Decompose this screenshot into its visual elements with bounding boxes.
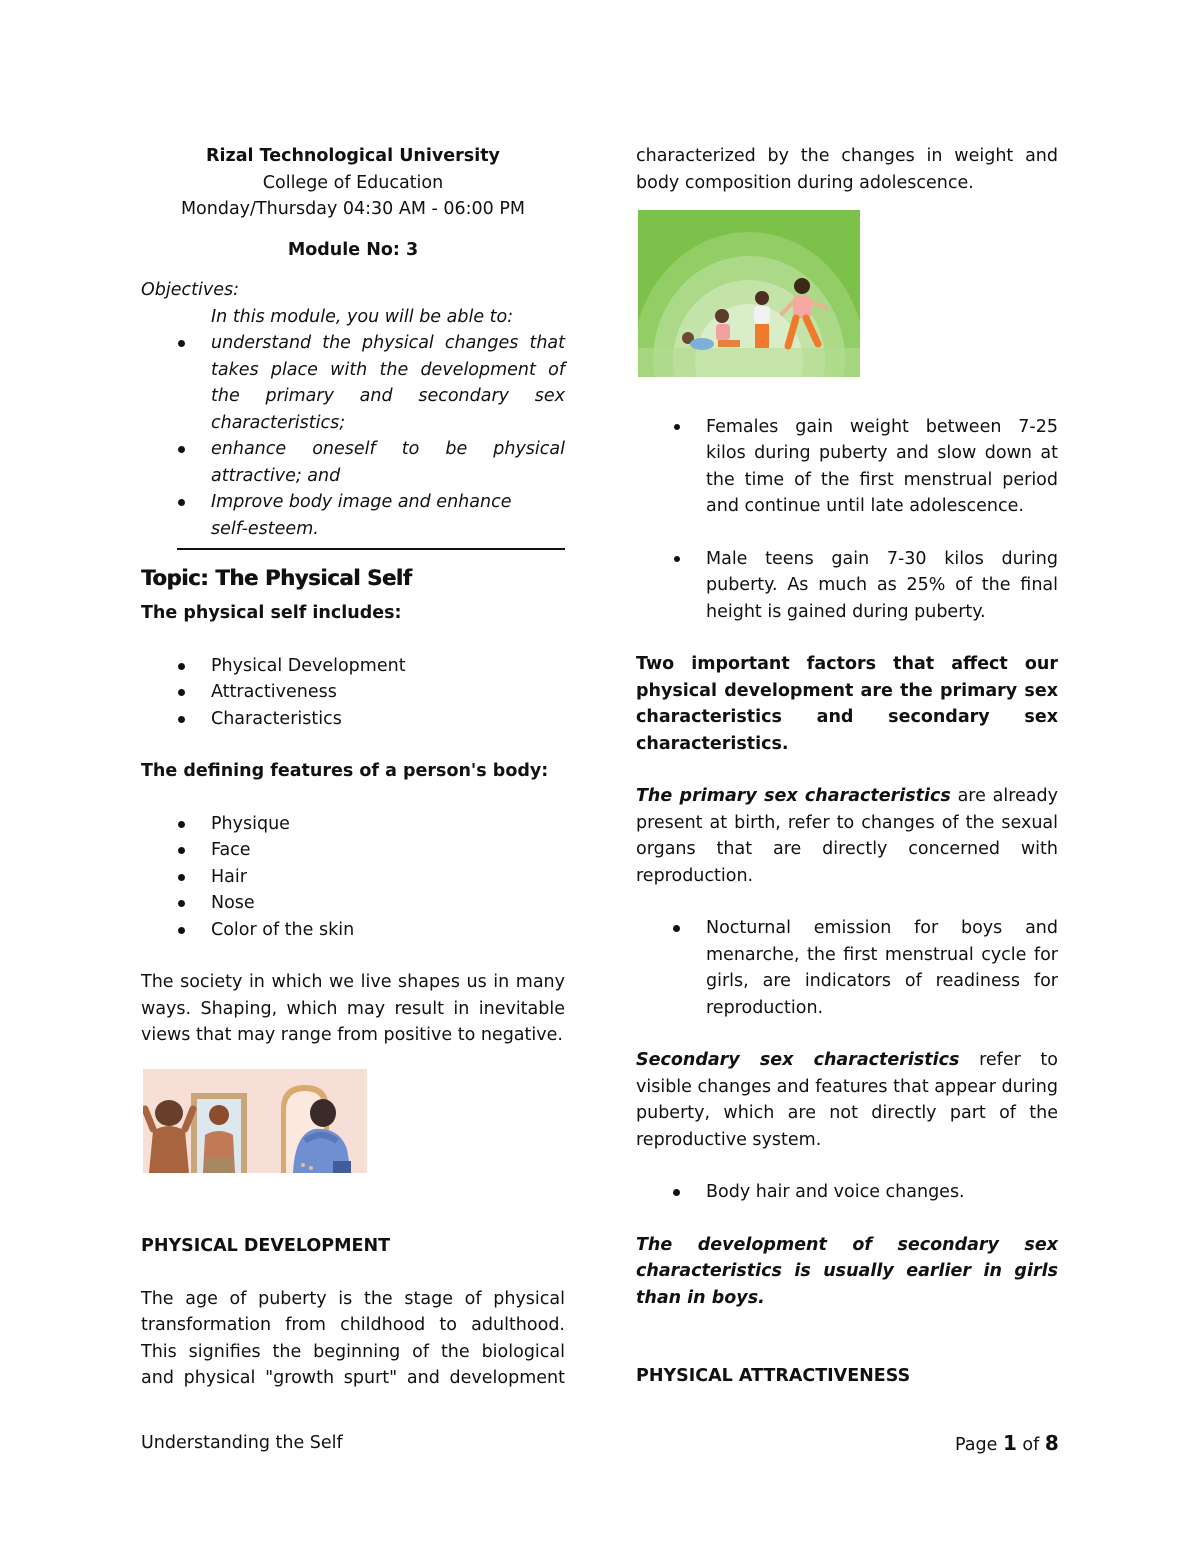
bullet-icon	[178, 340, 185, 347]
bullet-icon	[178, 874, 185, 881]
mirror-reflection-illustration	[143, 1069, 367, 1173]
development-note: The development of secondary sex characteristics is usually earlier in girls than in boys.	[636, 1234, 1058, 1308]
bullet-icon	[178, 716, 185, 723]
primary-term: The primary sex characteristics	[636, 786, 951, 806]
page-indicator: Page 1 of 8	[955, 1431, 1059, 1455]
puberty-paragraph-continued: characterized by the changes in weight and body composition during adolescence.	[636, 146, 1058, 193]
right-column	[636, 143, 1058, 1390]
objective-item: understand the physical changes that takes place with the development of the primary and secondary sex characteristics;	[141, 330, 565, 436]
includes-list	[141, 653, 565, 733]
list-item: Color of the skin	[141, 917, 565, 944]
list-item: Body hair and voice changes.	[636, 1179, 1058, 1206]
bullet-icon	[178, 927, 185, 934]
primary-list	[636, 915, 1058, 1021]
includes-heading: The physical self includes:	[141, 603, 402, 623]
list-item: Attractiveness	[141, 679, 565, 706]
list-item: Characteristics	[141, 706, 565, 733]
bullet-icon	[178, 689, 185, 696]
features-list	[141, 811, 565, 944]
secondary-list	[636, 1179, 1058, 1206]
list-item: Nose	[141, 890, 565, 917]
page-number: 1	[1002, 1431, 1017, 1455]
college-name: College of Education	[262, 172, 444, 193]
topic-title: Topic: The Physical Self	[141, 566, 412, 590]
bullet-icon	[178, 446, 185, 453]
growth-stages-illustration	[638, 210, 860, 377]
bullet-icon	[673, 925, 680, 932]
secondary-term: Secondary sex characteristics	[636, 1050, 960, 1070]
primary-sex-paragraph: The primary sex characteristics are already present at birth, refer to changes of the sexual organs that are directly concerned with reproduction.	[636, 786, 1058, 886]
bullet-icon	[178, 900, 185, 907]
module-number: Module No: 3	[287, 239, 419, 260]
weight-gain-list	[636, 414, 1058, 520]
list-item: Physique	[141, 811, 565, 838]
list-item: Physical Development	[141, 653, 565, 680]
physical-development-heading: PHYSICAL DEVELOPMENT	[141, 1236, 391, 1256]
objectives-intro: In this module, you will be able to:	[211, 306, 514, 327]
objectives-heading: Objectives:	[141, 280, 239, 300]
society-paragraph: The society in which we live shapes us in many ways. Shaping, which may result in inevitable views that may range from positive to negative.	[141, 972, 565, 1045]
footer-title: Understanding the Self	[141, 1433, 343, 1453]
list-item: Male teens gain 7-30 kilos during puberty. As much as 25% of the final height is gained during puberty.	[636, 546, 1058, 626]
objectives-list	[141, 330, 565, 542]
weight-gain-list-male	[636, 546, 1058, 626]
secondary-sex-paragraph: Secondary sex characteristics refer to visible changes and features that appear during puberty, which are not directly part of the reproductive system.	[636, 1050, 1058, 1150]
list-item: Nocturnal emission for boys and menarche, the first menstrual cycle for girls, are indicators of readiness for reproduction.	[636, 915, 1058, 1021]
objective-item: Improve body image and enhance self-esteem.	[141, 489, 565, 542]
bullet-icon	[673, 1189, 680, 1196]
bullet-icon	[674, 556, 680, 562]
university-name: Rizal Technological University	[206, 146, 500, 166]
bullet-icon	[178, 847, 185, 854]
bullet-icon	[674, 424, 680, 430]
physical-attractiveness-heading: PHYSICAL ATTRACTIVENESS	[636, 1366, 911, 1386]
list-item: Females gain weight between 7-25 kilos during puberty and slow down at the time of the first menstrual period and continue until late adolescence.	[636, 414, 1058, 520]
bullet-icon	[178, 499, 185, 506]
bullet-icon	[178, 663, 185, 670]
puberty-paragraph: The age of puberty is the stage of physical transformation from childhood to adulthood. This signifies the beginning of the biological and physical "growth spurt" and development	[141, 1288, 565, 1388]
two-factors-paragraph: Two important factors that affect our physical development are the primary sex characteristics and secondary sex characteristics.	[636, 654, 1058, 754]
list-item: Face	[141, 837, 565, 864]
left-column	[141, 143, 565, 1392]
section-divider	[177, 548, 565, 550]
objective-item: enhance oneself to be physical attractive; and	[141, 436, 565, 489]
bullet-icon	[178, 821, 185, 828]
total-pages: 8	[1044, 1431, 1059, 1455]
class-schedule: Monday/Thursday 04:30 AM - 06:00 PM	[180, 199, 526, 219]
list-item: Hair	[141, 864, 565, 891]
features-heading: The defining features of a person's body:	[141, 761, 549, 781]
